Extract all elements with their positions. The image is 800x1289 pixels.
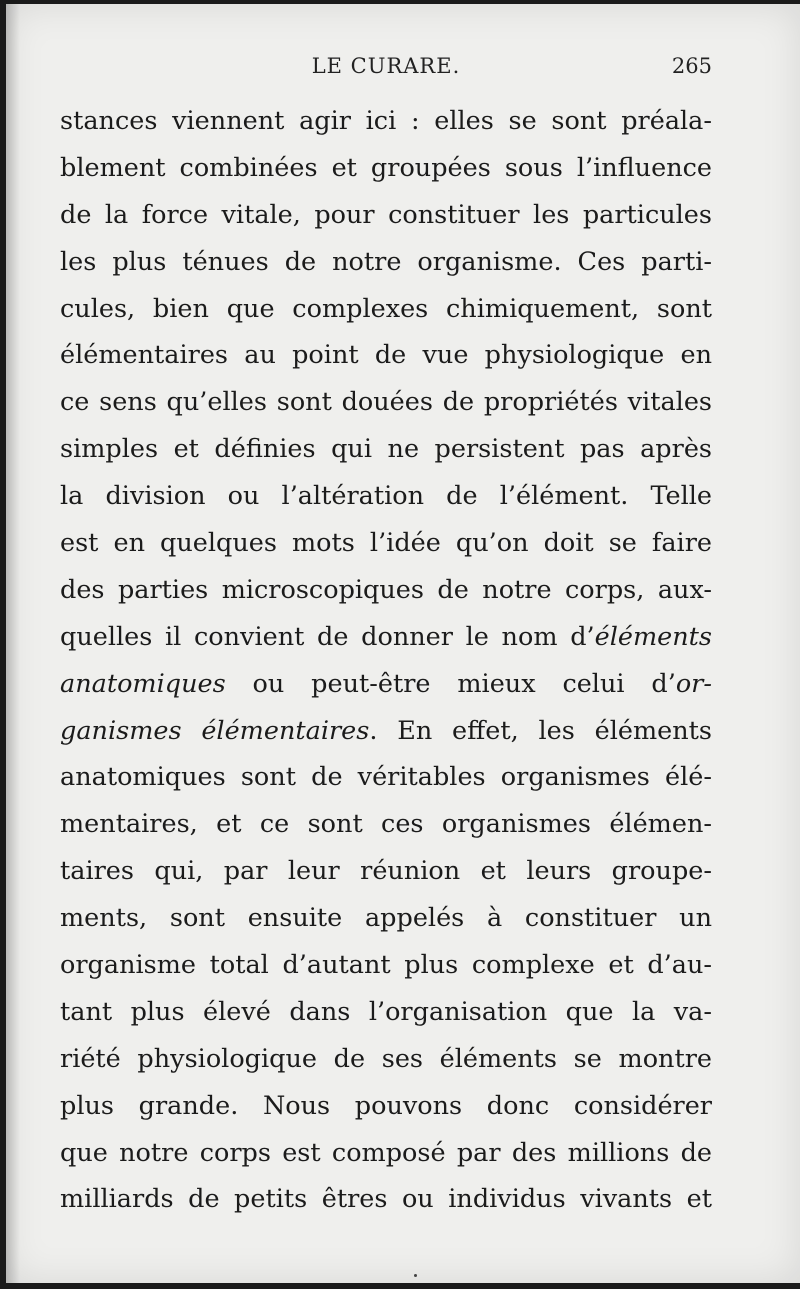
text-line: [60, 801, 712, 848]
text-segment: les plus ténues de notre organisme. Ces parti-: [60, 246, 712, 277]
italic-text: éléments: [594, 621, 712, 652]
text-line: [60, 286, 712, 333]
text-segment: blement combinées et groupées sous l’influence: [60, 152, 712, 183]
text-line: [60, 989, 712, 1036]
text-segment: ce sens qu’elles sont douées de propriétés vitales: [60, 387, 712, 418]
text-line: [60, 1083, 712, 1130]
text-line: [60, 567, 712, 614]
text-segment: tant plus élevé dans l’organisation que la va-: [60, 996, 712, 1027]
text-segment: est en quelques mots l’idée qu’on doit se faire: [60, 528, 712, 559]
text-line: [60, 661, 712, 708]
text-line: [60, 98, 712, 145]
text-line: [60, 473, 712, 520]
text-line: [60, 145, 712, 192]
text-segment: riété physiologique de ses éléments se montre: [60, 1043, 712, 1074]
text-segment: stances viennent agir ici : elles se sont préala-: [60, 106, 712, 136]
text-segment: organisme total d’autant plus complexe et d’au-: [60, 950, 712, 981]
text-segment: simples et définies qui ne persistent pas après: [60, 434, 712, 465]
italic-text: or-: [675, 668, 712, 699]
text-segment: ou peut-être mieux celui d’: [225, 668, 676, 699]
text-segment: de la force vitale, pour constituer les particules: [60, 199, 712, 230]
text-line: [60, 1176, 712, 1223]
text-segment: que notre corps est composé par des millions de: [60, 1137, 712, 1168]
text-segment: taires qui, par leur réunion et leurs groupe-: [60, 856, 712, 887]
page-number: 265: [671, 54, 712, 78]
text-segment: ments, sont ensuite appelés à constituer un: [60, 903, 712, 934]
text-line: [60, 426, 712, 473]
text-line: [60, 332, 712, 379]
text-segment: des parties microscopiques de notre corps, aux-: [60, 574, 712, 605]
running-title: LE CURARE.: [311, 54, 461, 78]
text-segment: cules, bien que complexes chimiquement, sont: [60, 293, 712, 324]
text-segment: anatomiques sont de véritables organismes élé-: [60, 762, 712, 793]
page-header: [60, 54, 712, 90]
text-segment: la division ou l’altération de l’élément. Telle: [60, 481, 712, 512]
text-line: [60, 708, 712, 755]
text-segment: . En effet, les éléments: [369, 715, 712, 746]
text-line: [60, 942, 712, 989]
paper-speck: [414, 1274, 417, 1277]
italic-text: anatomiques: [60, 668, 226, 699]
page-gutter-shadow: [6, 4, 20, 1283]
text-line: [60, 895, 712, 942]
text-line: [60, 614, 712, 661]
text-line: [60, 1130, 712, 1177]
italic-text: ganismes élémentaires: [60, 715, 370, 746]
book-page: [6, 4, 800, 1283]
text-segment: mentaires, et ce sont ces organismes élémen-: [60, 809, 712, 840]
text-line: [60, 379, 712, 426]
body-text: [60, 98, 712, 1223]
text-line: [60, 754, 712, 801]
text-line: [60, 192, 712, 239]
text-segment: quelles il convient de donner le nom d’: [60, 621, 595, 652]
text-segment: milliards de petits êtres ou individus vivants et: [60, 1184, 712, 1215]
text-line: [60, 848, 712, 895]
text-line: [60, 1036, 712, 1083]
text-line: [60, 520, 712, 567]
text-segment: plus grande. Nous pouvons donc considérer: [60, 1090, 712, 1121]
text-line: [60, 239, 712, 286]
text-segment: élémentaires au point de vue physiologique en: [60, 340, 712, 371]
